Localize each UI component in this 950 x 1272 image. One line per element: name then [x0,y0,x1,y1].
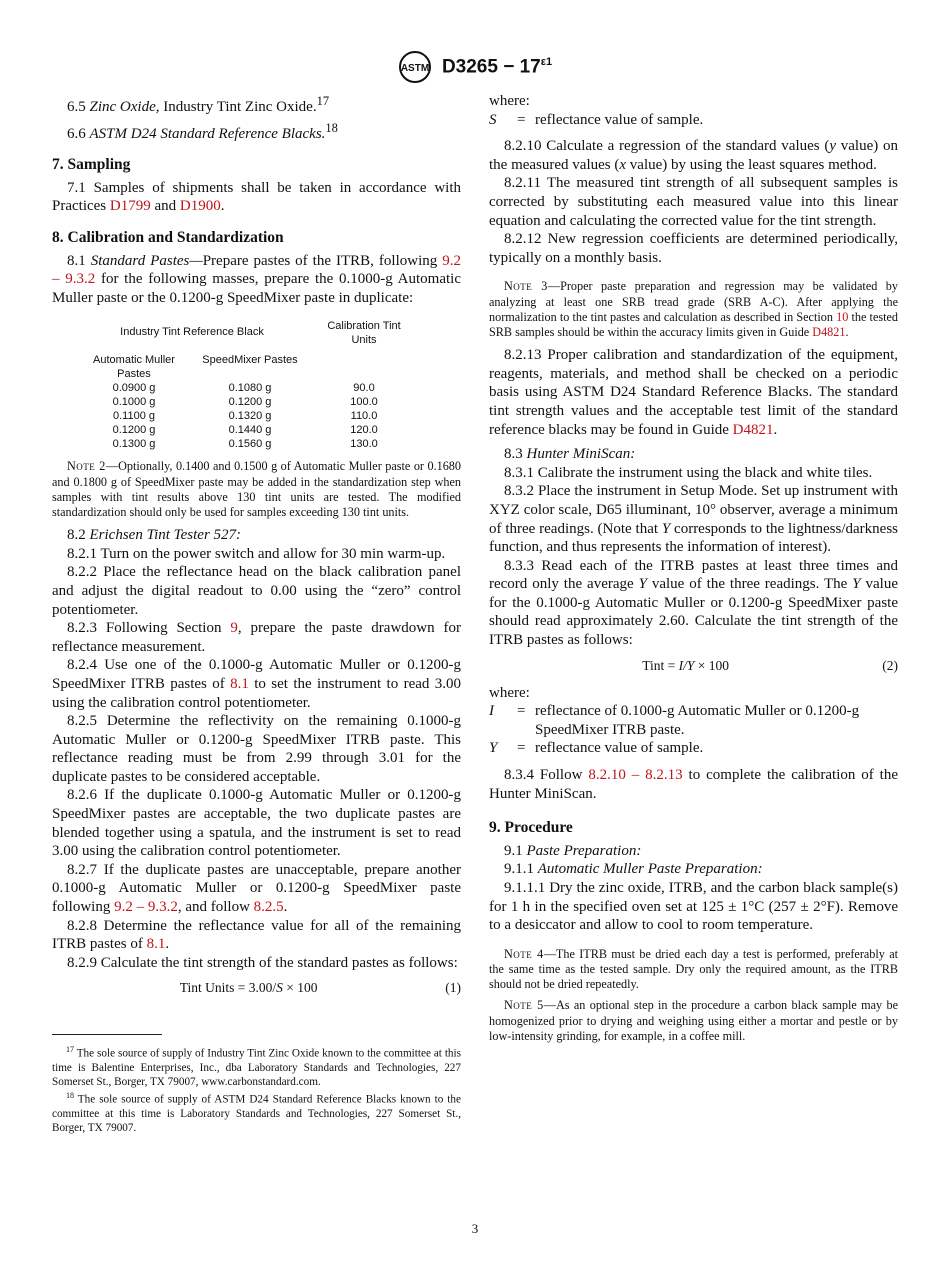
link-8-1-b[interactable]: 8.1 [146,936,166,953]
section-9-heading: 9. Procedure [489,819,573,837]
calibration-table [76,319,420,451]
para-8-2-4: 8.2.4 Use one of the 0.1000-g Automatic Muller or 0.1200-g SpeedMixer ITRB pastes of 8.1 to set the instrument to read 3.00 using the calibration control potentiometer. [52,657,462,711]
para-6-6: 6.6 ASTM D24 Standard Reference Blacks.$^{18}$ [67,120,338,142]
designation: $D3265 - 17^{\varepsilon 1}$ [441,55,553,78]
para-8-2-9: 8.2.9 Calculate the tint strength of the standard pastes as follows: [67,954,458,971]
left-column [52,92,461,1135]
where-label: where: [489,684,530,701]
table-row: 0.1200 g 0.1440 g 120.0 [112,424,378,437]
para-8-2-1: 8.2.1 Turn on the power switch and allow for 30 min warm-up. [67,545,446,562]
para-8-3: 8.3 Hunter MiniScan: [504,446,636,463]
table-col2-header: SpeedMixer Pastes [202,354,298,367]
para-8-3-4: 8.3.4 Follow 8.2.10 – 8.2.13 to complete the calibration of the Hunter MiniScan. [489,767,898,802]
link-9-2-b[interactable]: 9.2 – 9.3.2 [114,899,178,916]
note-5: Note 5—As an optional step in the procedure a carbon black sample may be homogenized prior to drying and weighing using either a mortar and pestle or by low-intensity grinding, for example, in a coffee mill. [489,998,899,1043]
para-9-1: 9.1 Paste Preparation: [504,842,642,859]
link-section-9[interactable]: 9 [230,620,238,637]
footnote-divider [52,1034,162,1035]
para-8-2-6: 8.2.6 If the duplicate 0.1000-g Automatic Muller or 0.1200-g SpeedMixer pastes are acceptable, the two duplicate pastes are blended together using a spatula, and the instrument is set to read 3.00 using the calibration control potentiometer. [52,787,461,860]
para-6-5: 6.5 Zinc Oxide, Industry Tint Zinc Oxide.$^{17}$ [67,94,330,115]
link-d1799[interactable]: D1799 [109,198,151,215]
table-row: 0.1100 g 0.1320 g 110.0 [112,410,378,423]
link-d4821-b[interactable]: D4821 [732,421,774,438]
link-9-2[interactable]: 9.2 – 9.3.2 [52,252,462,288]
svg-text:ASTM: ASTM [400,63,430,74]
para-8-2-13: 8.2.13 Proper calibration and standardization of the equipment, reagents, materials, and method shall be checked on a periodic basis using ASTM D24 Standard Reference Blacks. The standard tint strength values and the acceptable test limit of the standard reference blacks may be found in Guide D4821. [489,347,898,438]
para-8-3-2: 8.3.2 Place the instrument in Setup Mode. Set up instrument with XYZ color scale, D65 illuminant, 10° observer, average a minimum of three readings. (Note that Y corresponds to the lightness/darkness function, and thus represents the information of interest). [489,483,898,556]
para-8-3-3: 8.3.3 Read each of the ITRB pastes at least three times and record only the average Y value of the three readings. The Y value for the 0.1000-g Automatic Muller or 0.1200-g SpeedMixer paste should read approximately 2.60. Calculate the tint strength of the ITRB pastes as follows: [489,557,898,649]
para-8-2-11: 8.2.11 The measured tint strength of all subsequent samples is corrected by substituting each measured value into this linear equation and calculating the corrected value for the tint strength. [489,175,898,229]
link-d4821[interactable]: D4821 [812,324,846,339]
equation-2: Tint = I/Y × 100 (2) [642,657,898,673]
para-8-2: 8.2 Erichsen Tint Tester 527: [67,527,242,544]
para-9-1-1-1: 9.1.1.1 Dry the zinc oxide, ITRB, and the carbon black sample(s) for 1 h in the specified oven set at 125 ± 1°C (257 ± 2°F). Remove to a desiccator and allow to cool to room temperature. [489,880,898,934]
page-header [0,50,950,84]
link-8-2-5[interactable]: 8.2.5 [253,899,284,916]
definition-i: I = reflectance of 0.1000-g Automatic Muller or 0.1200-g SpeedMixer ITRB paste. [489,703,860,738]
section-8-heading: 8. Calibration and Standardization [52,228,284,246]
footnote-17: $^{17}$ The sole source of supply of Industry Tint Zinc Oxide known to the committee at this time is Balentine Enterprises, Inc., dba Laboratory Standards and Technologies, 227 Somerset St., Borger, TX 79007, www.carbonstandard.com. [52,1045,461,1089]
definition-s: S = reflectance value of sample. [489,111,704,128]
note-2: Note 2—Optionally, 0.1400 and 0.1500 g of Automatic Muller paste or 0.1680 and 0.1800 g of SpeedMixer paste may be added in the standardization step when samples with tint results above 130 tint units are tested. The modified standardization should only be used for samples exceeding 130 tint units. [52,459,461,519]
link-d1900[interactable]: D1900 [179,198,221,215]
link-8-2-10[interactable]: 8.2.10 – 8.2.13 [588,767,683,784]
para-8-1: 8.1 Standard Pastes—Prepare pastes of the ITRB, following 9.2 – 9.3.2 for the following masses, prepare the 0.1000-g Automatic Muller paste or the 0.1200-g SpeedMixer paste in duplicate: [52,252,462,306]
equation-number: (2) [882,657,898,673]
equation-number: (1) [445,980,461,996]
table-row: 0.1000 g 0.1200 g 100.0 [112,396,378,409]
table-col3-header: Calibration Tint Units [327,320,401,347]
table-group-header: Industry Tint Reference Black [120,326,264,339]
para-8-2-12: 8.2.12 New regression coefficients are determined periodically, typically on a monthly basis. [489,231,898,266]
para-8-2-3: 8.2.3 Following Section 9, prepare the paste drawdown for reflectance measurement. [52,620,461,655]
right-column [489,92,898,1050]
astm-logo-icon [398,50,432,84]
para-8-2-8: 8.2.8 Determine the reflectance value for all of the remaining ITRB pastes of 8.1. [52,917,461,953]
table-row: 0.1300 g 0.1560 g 130.0 [112,438,378,451]
para-8-2-7: 8.2.7 If the duplicate pastes are unacceptable, prepare another 0.1000-g Automatic Muller or 0.1200-g SpeedMixer paste following 9.2 – 9.3.2, and follow 8.2.5. [52,861,461,916]
note-4: Note 4—The ITRB must be dried each day a test is performed, preferably at the same time as the tested sample. Dry only the required amount, as the ITRB should not be dried repeatedly. [489,946,898,992]
footnote-18: $^{18}$ The sole source of supply of ASTM D24 Standard Reference Blacks known to the committee at this time is Laboratory Standards and Technologies, 227 Somerset St., Borger, TX 79007. [52,1091,461,1134]
para-8-2-10: 8.2.10 Calculate a regression of the standard values (y value) on the measured values (x value) by using the least squares method. [489,138,898,173]
definition-y: Y = reflectance value of sample. [489,740,704,757]
para-8-2-5: 8.2.5 Determine the reflectivity on the remaining 0.1000-g Automatic Muller or 0.1200-g SpeedMixer ITRB paste. This reflectance reading must be from 2.99 through 3.01 for the duplicate pastes to be considered acceptable. [52,713,461,785]
link-section-10[interactable]: 10 [836,309,849,324]
equation-1: Tint Units = 3.00/S × 100 (1) [179,980,461,996]
table-row: 0.0900 g 0.1080 g 90.0 [112,382,375,395]
page-number: 3 [471,1221,479,1236]
section-7-heading: 7. Sampling [52,156,131,174]
para-9-1-1: 9.1.1 Automatic Muller Paste Preparation: [504,861,763,878]
link-8-1[interactable]: 8.1 [230,675,249,692]
table-col1-header: Automatic Muller Pastes [93,354,175,381]
para-8-3-1: 8.3.1 Calibrate the instrument using the black and white tiles. [504,464,873,481]
where-label: where: [489,93,530,109]
note-3: Note 3—Proper paste preparation and regression may be validated by analyzing at least one SRB tread grade (SRB A-C). After applying the normalization to the tint pastes and calculation as described in Section 10 the tested SRB samples should be within the accuracy limits given in Guide D4821. [489,279,898,339]
para-8-2-2: 8.2.2 Place the reflectance head on the black calibration panel and adjust the digital readout to 0.00 using the “zero” control potentiometer. [52,564,461,618]
para-7-1: 7.1 Samples of shipments shall be taken in accordance with Practices D1799 and D1900. [52,179,461,215]
